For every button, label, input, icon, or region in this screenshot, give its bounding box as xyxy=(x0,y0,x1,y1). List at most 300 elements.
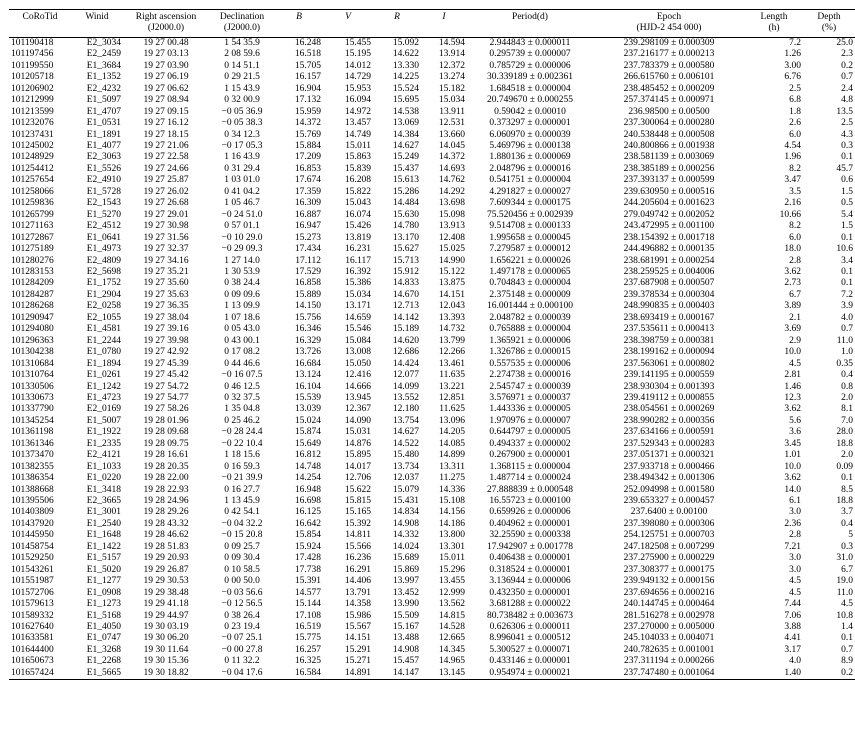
cell-declination: 1 16 43.9 xyxy=(224,152,260,163)
cell-length: 2.6 xyxy=(789,118,801,129)
header-period: Period(d) xyxy=(467,10,593,24)
cell-depth: 4.3 xyxy=(841,129,853,140)
cell-depth: 0.4 xyxy=(841,518,853,529)
cell-right-ascension: 19 28 20.35 xyxy=(143,461,189,472)
cell-epoch: 257.374145 ± 0.000971 xyxy=(623,95,715,106)
cell-period: 1.656221 ± 0.000026 xyxy=(489,255,571,266)
cell-declination: 1 27 14.0 xyxy=(224,255,260,266)
cell-period: 2.375148 ± 0.000009 xyxy=(489,289,571,300)
cell-corotid: 101237431 xyxy=(11,129,54,140)
cell-period: 2.274738 ± 0.000016 xyxy=(489,370,571,381)
cell-depth: 0.7 xyxy=(841,324,853,335)
cell-length: 6.0 xyxy=(789,129,801,140)
cell-depth: 2.4 xyxy=(841,83,853,94)
cell-corotid: 101284287 xyxy=(11,289,54,300)
table-row xyxy=(9,633,855,644)
cell-r-mag: 13.452 xyxy=(392,587,419,598)
table-row xyxy=(9,553,855,564)
cell-r-mag: 15.167 xyxy=(392,622,419,633)
cell-winid: E1_0220 xyxy=(86,473,121,484)
cell-i-mag: 12.043 xyxy=(438,301,465,312)
cell-winid: E2_4121 xyxy=(86,450,121,461)
cell-right-ascension: 19 27 42.92 xyxy=(143,347,189,358)
cell-length: 3.0 xyxy=(789,564,801,575)
cell-depth: 0.8 xyxy=(841,381,853,392)
cell-declination: 0 09 30.4 xyxy=(224,553,260,564)
cell-epoch: 245.104033 ± 0.004071 xyxy=(623,633,715,644)
cell-declination: −0 12 56.5 xyxy=(221,599,263,610)
cell-b-mag: 15.959 xyxy=(294,106,321,117)
cell-corotid: 101361198 xyxy=(11,427,54,438)
cell-right-ascension: 19 27 26.68 xyxy=(143,198,189,209)
cell-length: 3.69 xyxy=(784,324,801,335)
cell-length: 3.88 xyxy=(784,622,801,633)
cell-period: 2.545747 ± 0.000039 xyxy=(489,381,571,392)
cell-epoch: 243.472995 ± 0.001100 xyxy=(623,221,715,232)
table-row xyxy=(9,656,855,667)
cell-depth: 0.1 xyxy=(841,473,853,484)
cell-b-mag: 13.124 xyxy=(294,370,321,381)
cell-winid: E1_1752 xyxy=(86,278,121,289)
table-row xyxy=(9,164,855,175)
cell-declination: −0 07 25.1 xyxy=(221,633,263,644)
cell-epoch: 237.270000 ± 0.005000 xyxy=(623,622,715,633)
cell-i-mag: 13.875 xyxy=(438,278,465,289)
cell-i-mag: 15.296 xyxy=(438,564,465,575)
cell-right-ascension: 19 27 24.66 xyxy=(143,163,189,174)
cell-winid: E1_2540 xyxy=(86,518,121,529)
cell-corotid: 101205718 xyxy=(11,72,54,83)
cell-epoch: 238.990282 ± 0.000356 xyxy=(623,415,715,426)
cell-b-mag: 16.329 xyxy=(294,335,321,346)
cell-period: 3.681288 ± 0.000022 xyxy=(489,599,571,610)
cell-winid: E2_4512 xyxy=(86,221,121,232)
cell-v-mag: 14.012 xyxy=(344,60,371,71)
cell-epoch: 238.681991 ± 0.000254 xyxy=(623,255,715,266)
cell-depth: 1.5 xyxy=(841,221,853,232)
cell-length: 3.47 xyxy=(784,175,801,186)
cell-v-mag: 15.011 xyxy=(345,140,371,151)
cell-declination: 0 17 08.2 xyxy=(224,347,260,358)
cell-period: 3.136944 ± 0.000006 xyxy=(489,576,571,587)
cell-r-mag: 15.912 xyxy=(392,266,419,277)
cell-r-mag: 15.509 xyxy=(392,610,419,621)
header-i-mag-sub xyxy=(421,23,467,37)
cell-declination: −0 29 09.3 xyxy=(221,244,263,255)
cell-corotid: 101248929 xyxy=(11,152,54,163)
cell-right-ascension: 19 27 25.87 xyxy=(143,175,189,186)
cell-period: 0.494337 ± 0.000002 xyxy=(489,438,571,449)
cell-depth: 13.5 xyxy=(836,106,853,117)
table-body xyxy=(9,37,855,679)
cell-i-mag: 11.275 xyxy=(439,473,465,484)
cell-declination: 0 11 32.2 xyxy=(224,656,260,667)
table-row xyxy=(9,152,855,163)
cell-depth: 0.1 xyxy=(841,266,853,277)
cell-right-ascension: 19 29 38.48 xyxy=(143,587,189,598)
cell-period: 1.497178 ± 0.000065 xyxy=(489,266,571,277)
cell-corotid: 101543261 xyxy=(11,564,54,575)
cell-declination: 1 03 01.0 xyxy=(224,175,260,186)
cell-right-ascension: 19 30 15.36 xyxy=(143,656,189,667)
cell-declination: 0 42 54.1 xyxy=(224,507,260,518)
cell-right-ascension: 19 27 35.60 xyxy=(143,278,189,289)
cell-period: 4.291827 ± 0.000027 xyxy=(489,186,571,197)
cell-winid: E1_4707 xyxy=(86,106,121,117)
cell-depth: 0.1 xyxy=(841,633,853,644)
cell-right-ascension: 19 27 09.15 xyxy=(143,106,189,117)
cell-corotid: 101283153 xyxy=(11,266,54,277)
cell-depth: 3.9 xyxy=(841,301,853,312)
cell-r-mag: 13.754 xyxy=(392,415,419,426)
cell-i-mag: 14.205 xyxy=(438,427,465,438)
cell-v-mag: 13.008 xyxy=(344,347,371,358)
cell-length: 14.0 xyxy=(784,484,801,495)
cell-epoch: 237.311194 ± 0.000266 xyxy=(623,656,714,667)
cell-epoch: 240.800866 ± 0.001938 xyxy=(623,140,715,151)
cell-right-ascension: 19 27 45.42 xyxy=(143,370,189,381)
header-corotid: CoRoTid xyxy=(9,10,71,24)
cell-winid: E1_1242 xyxy=(86,381,121,392)
cell-corotid: 101206902 xyxy=(11,83,54,94)
cell-depth: 19.0 xyxy=(836,576,853,587)
cell-b-mag: 14.150 xyxy=(294,301,321,312)
cell-length: 8.2 xyxy=(789,163,801,174)
cell-i-mag: 15.182 xyxy=(438,83,465,94)
cell-v-mag: 14.151 xyxy=(344,633,371,644)
cell-corotid: 101633581 xyxy=(11,633,54,644)
cell-r-mag: 13.488 xyxy=(392,633,419,644)
cell-declination: −0 00 27.8 xyxy=(221,644,263,655)
cell-i-mag: 11.635 xyxy=(439,370,465,381)
cell-right-ascension: 19 27 30.98 xyxy=(143,221,189,232)
table-row xyxy=(9,244,855,255)
cell-corotid: 101361346 xyxy=(11,438,54,449)
cell-winid: E1_1648 xyxy=(86,530,121,541)
cell-declination: 1 30 53.9 xyxy=(224,266,260,277)
header-corotid-sub xyxy=(9,23,71,37)
cell-r-mag: 13.990 xyxy=(392,599,419,610)
cell-b-mag: 16.519 xyxy=(294,622,321,633)
cell-r-mag: 14.538 xyxy=(392,106,419,117)
cell-corotid: 101445950 xyxy=(11,530,54,541)
cell-i-mag: 13.096 xyxy=(438,415,465,426)
cell-b-mag: 17.434 xyxy=(294,244,321,255)
cell-b-mag: 15.884 xyxy=(294,140,321,151)
cell-period: 1.970976 ± 0.000007 xyxy=(489,415,571,426)
cell-period: 0.785729 ± 0.000006 xyxy=(489,60,571,71)
header-winid-sub xyxy=(71,23,123,37)
table-row xyxy=(9,278,855,289)
cell-r-mag: 12.077 xyxy=(392,370,419,381)
cell-length: 3.89 xyxy=(784,301,801,312)
cell-declination: 1 15 43.9 xyxy=(224,83,260,94)
cell-epoch: 240.782635 ± 0.001001 xyxy=(623,644,715,655)
cell-i-mag: 14.151 xyxy=(438,289,465,300)
cell-winid: E1_0747 xyxy=(86,633,121,644)
cell-epoch: 238.485452 ± 0.000209 xyxy=(623,83,715,94)
cell-epoch: 238.581139 ± 0.003069 xyxy=(623,152,715,163)
cell-i-mag: 13.562 xyxy=(438,599,465,610)
table-row xyxy=(9,519,855,530)
cell-depth: 0.2 xyxy=(803,668,855,680)
cell-corotid: 101275189 xyxy=(11,244,54,255)
cell-length: 6.7 xyxy=(789,289,801,300)
cell-period: 0.267900 ± 0.000001 xyxy=(489,450,571,461)
table-row xyxy=(9,84,855,95)
cell-period: 0.626306 ± 0.000011 xyxy=(489,622,571,633)
cell-winid: E1_0780 xyxy=(86,347,121,358)
cell-b-mag: 16.248 xyxy=(294,37,321,48)
cell-winid: E1_3684 xyxy=(86,60,121,71)
cell-depth: 11.0 xyxy=(836,587,853,598)
cell-depth: 0.1 xyxy=(841,232,853,243)
cell-winid: E1_5270 xyxy=(86,209,121,220)
cell-i-mag: 14.693 xyxy=(438,163,465,174)
cell-i-mag: 12.851 xyxy=(438,392,465,403)
cell-length: 2.16 xyxy=(784,198,801,209)
cell-length: 6.1 xyxy=(789,496,801,507)
cell-r-mag: 14.670 xyxy=(392,289,419,300)
cell-b-mag: 16.947 xyxy=(294,221,321,232)
cell-corotid: 101330673 xyxy=(11,392,54,403)
cell-right-ascension: 19 28 22.93 xyxy=(143,484,189,495)
cell-b-mag: 15.024 xyxy=(294,415,321,426)
header-length: Length xyxy=(745,10,803,24)
cell-period: 75.520456 ± 0.002939 xyxy=(487,209,573,220)
cell-b-mag: 15.649 xyxy=(294,438,321,449)
cell-r-mag: 13.997 xyxy=(392,576,419,587)
cell-depth: 31.0 xyxy=(836,553,853,564)
cell-epoch: 239.419112 ± 0.000855 xyxy=(623,392,715,403)
cell-right-ascension: 19 30 11.64 xyxy=(143,644,189,655)
cell-epoch: 240.538448 ± 0.000508 xyxy=(623,129,715,140)
table-row xyxy=(9,107,855,118)
header-winid: Winid xyxy=(71,10,123,24)
cell-r-mag: 14.622 xyxy=(392,49,419,60)
cell-depth: 8.1 xyxy=(841,404,853,415)
cell-right-ascension: 19 27 08.94 xyxy=(143,95,189,106)
header-row-2 xyxy=(9,23,855,37)
cell-winid: E1_0261 xyxy=(86,370,121,381)
table-row xyxy=(9,530,855,541)
cell-epoch: 237.216177 ± 0.000213 xyxy=(623,49,715,60)
table-row xyxy=(9,485,855,496)
cell-i-mag: 15.034 xyxy=(438,95,465,106)
cell-depth: 2.5 xyxy=(841,118,853,129)
cell-winid: E1_4581 xyxy=(86,324,121,335)
cell-i-mag: 11.625 xyxy=(439,404,465,415)
cell-winid: E1_5020 xyxy=(86,564,121,575)
cell-declination: −0 04 17.6 xyxy=(209,668,275,680)
cell-depth: 8.5 xyxy=(841,484,853,495)
cell-right-ascension: 19 28 22.00 xyxy=(143,473,189,484)
cell-right-ascension: 19 30 06.20 xyxy=(143,633,189,644)
cell-v-mag: 15.986 xyxy=(344,610,371,621)
cell-declination: 0 34 12.3 xyxy=(224,129,260,140)
table-row xyxy=(9,336,855,347)
cell-epoch: 248.990835 ± 0.000403 xyxy=(623,301,715,312)
cell-depth: 3.4 xyxy=(841,255,853,266)
cell-v-mag: 14.090 xyxy=(344,415,371,426)
cell-v-mag: 16.291 xyxy=(344,564,371,575)
cell-epoch: 237.687908 ± 0.000507 xyxy=(623,278,715,289)
cell-right-ascension: 19 27 39.98 xyxy=(143,335,189,346)
cell-depth: 0.09 xyxy=(836,461,853,472)
cell-b-mag: 17.529 xyxy=(294,266,321,277)
cell-v-mag: 13.945 xyxy=(344,392,371,403)
cell-r-mag: 15.630 xyxy=(392,209,419,220)
cell-period: 0.295739 ± 0.000007 xyxy=(489,49,571,60)
cell-depth: 25.0 xyxy=(836,37,853,48)
cell-right-ascension: 19 27 16.12 xyxy=(143,118,189,129)
cell-r-mag: 15.079 xyxy=(392,484,419,495)
cell-epoch: 239.653327 ± 0.000457 xyxy=(623,496,715,507)
cell-depth: 1.4 xyxy=(841,622,853,633)
cell-winid: E1_4723 xyxy=(86,392,121,403)
cell-depth: 0.35 xyxy=(836,358,853,369)
cell-i-mag: 13.311 xyxy=(439,461,465,472)
cell-epoch: 237.051371 ± 0.000321 xyxy=(623,450,715,461)
cell-right-ascension: 19 27 00.48 xyxy=(143,37,189,48)
cell-i-mag: 15.025 xyxy=(438,244,465,255)
cell-i-mag: 13.800 xyxy=(438,530,465,541)
cell-epoch: 239.378534 ± 0.000304 xyxy=(623,289,715,300)
cell-corotid: 101386354 xyxy=(11,473,54,484)
cell-right-ascension: 19 29 30.53 xyxy=(143,576,189,587)
cell-declination: −0 28 24.4 xyxy=(221,427,263,438)
cell-depth: 0.2 xyxy=(841,60,853,71)
cell-declination: 0 14 51.1 xyxy=(224,60,260,71)
cell-winid: E1_2268 xyxy=(86,656,121,667)
cell-i-mag: 13.660 xyxy=(438,129,465,140)
table-row xyxy=(9,404,855,415)
cell-r-mag: 13.552 xyxy=(392,392,419,403)
cell-length: 7.21 xyxy=(784,541,801,552)
cell-length: 4.5 xyxy=(789,576,801,587)
cell-declination: 0 23 19.4 xyxy=(224,622,260,633)
cell-corotid: 101290947 xyxy=(11,312,54,323)
cell-depth: 4.0 xyxy=(841,312,853,323)
cell-epoch: 238.930304 ± 0.001393 xyxy=(623,381,715,392)
cell-epoch: 238.199162 ± 0.000094 xyxy=(623,347,715,358)
cell-epoch: 237.563061 ± 0.000802 xyxy=(623,358,715,369)
header-depth: Depth xyxy=(803,10,855,24)
cell-i-mag: 14.762 xyxy=(438,175,465,186)
table-row xyxy=(9,130,855,141)
header-v-mag-sub xyxy=(323,23,373,37)
cell-epoch: 266.615760 ± 0.006101 xyxy=(623,72,715,83)
cell-r-mag: 14.024 xyxy=(392,541,419,552)
cell-period: 0.318524 ± 0.000001 xyxy=(489,564,571,575)
cell-epoch: 237.308377 ± 0.000175 xyxy=(623,564,715,575)
cell-length: 3.0 xyxy=(789,553,801,564)
cell-depth: 6.7 xyxy=(841,564,853,575)
cell-v-mag: 14.358 xyxy=(344,599,371,610)
cell-v-mag: 12.416 xyxy=(344,370,371,381)
cell-declination: −0 21 39.9 xyxy=(221,473,263,484)
cell-depth: 2.0 xyxy=(841,450,853,461)
cell-corotid: 101657424 xyxy=(9,668,71,680)
cell-depth: 2.0 xyxy=(841,392,853,403)
cell-v-mag: 16.117 xyxy=(345,255,371,266)
header-right-ascension-sub: (J2000.0) xyxy=(123,23,209,37)
cell-v-mag: 15.822 xyxy=(344,186,371,197)
cell-right-ascension: 19 27 35.63 xyxy=(143,289,189,300)
cell-corotid: 101382355 xyxy=(11,461,54,472)
cell-r-mag: 14.484 xyxy=(392,198,419,209)
table-row xyxy=(9,565,855,576)
cell-b-mag: 16.698 xyxy=(294,496,321,507)
cell-winid: E2_3034 xyxy=(86,37,121,48)
cell-epoch: 239.630950 ± 0.000516 xyxy=(623,186,715,197)
table-row xyxy=(9,210,855,221)
cell-v-mag: 15.546 xyxy=(344,324,371,335)
cell-b-mag: 15.391 xyxy=(294,576,321,587)
cell-declination: −0 05 36.9 xyxy=(221,106,263,117)
header-b-mag-sub xyxy=(275,23,323,37)
header-right-ascension: Right ascension xyxy=(123,10,209,24)
cell-epoch: 237.393137 ± 0.000599 xyxy=(623,175,715,186)
cell-declination: 0 41 04.2 xyxy=(224,186,260,197)
cell-r-mag: 13.069 xyxy=(392,118,419,129)
cell-v-mag: 16.074 xyxy=(344,209,371,220)
cell-epoch: 244.496882 ± 0.000135 xyxy=(623,244,715,255)
cell-period: 1.368115 ± 0.000004 xyxy=(489,461,571,472)
cell-r-mag: 13.330 xyxy=(392,60,419,71)
cell-declination: −0 10 29.0 xyxy=(221,232,263,243)
cell-v-mag: 13.457 xyxy=(344,118,371,129)
cell-corotid: 101437920 xyxy=(11,518,54,529)
table-row xyxy=(9,324,855,335)
cell-length: 7.2 xyxy=(789,37,801,48)
cell-corotid: 101258066 xyxy=(11,186,54,197)
cell-winid: E2_5698 xyxy=(86,266,121,277)
cell-corotid: 101254412 xyxy=(11,163,54,174)
table-row xyxy=(9,439,855,450)
cell-v-mag: 15.622 xyxy=(344,484,371,495)
cell-period: 2.944843 ± 0.000011 xyxy=(489,37,571,48)
cell-b-mag: 15.775 xyxy=(294,633,321,644)
cell-i-mag: 13.461 xyxy=(438,358,465,369)
cell-i-mag: 15.011 xyxy=(439,553,465,564)
cell-epoch: 239.298109 ± 0.000309 xyxy=(623,37,715,48)
cell-b-mag: 15.874 xyxy=(294,427,321,438)
cell-corotid: 101296363 xyxy=(11,335,54,346)
cell-right-ascension: 19 27 32.37 xyxy=(143,244,189,255)
cell-corotid: 101551987 xyxy=(11,576,54,587)
cell-right-ascension: 19 27 54.72 xyxy=(143,381,189,392)
cell-i-mag: 13.911 xyxy=(439,106,465,117)
cell-i-mag: 14.815 xyxy=(438,610,465,621)
cell-epoch: 237.398080 ± 0.000306 xyxy=(623,518,715,529)
cell-v-mag: 13.791 xyxy=(344,587,371,598)
cell-declination: 0 57 01.1 xyxy=(224,221,260,232)
cell-declination: 0 00 50.0 xyxy=(224,576,260,587)
cell-i-mag: 13.913 xyxy=(438,221,465,232)
cell-i-mag: 12.999 xyxy=(438,587,465,598)
cell-right-ascension: 19 27 36.35 xyxy=(143,301,189,312)
cell-depth: 7.2 xyxy=(841,289,853,300)
cell-epoch: 237.6400 ± 0.00100 xyxy=(630,507,708,518)
cell-i-mag: 15.122 xyxy=(438,266,465,277)
table-row xyxy=(9,473,855,484)
cell-right-ascension: 19 28 09.68 xyxy=(143,427,189,438)
cell-length: 3.0 xyxy=(789,507,801,518)
cell-corotid: 101388668 xyxy=(11,484,54,495)
cell-right-ascension: 19 27 31.56 xyxy=(143,232,189,243)
cell-r-mag: 13.734 xyxy=(392,461,419,472)
